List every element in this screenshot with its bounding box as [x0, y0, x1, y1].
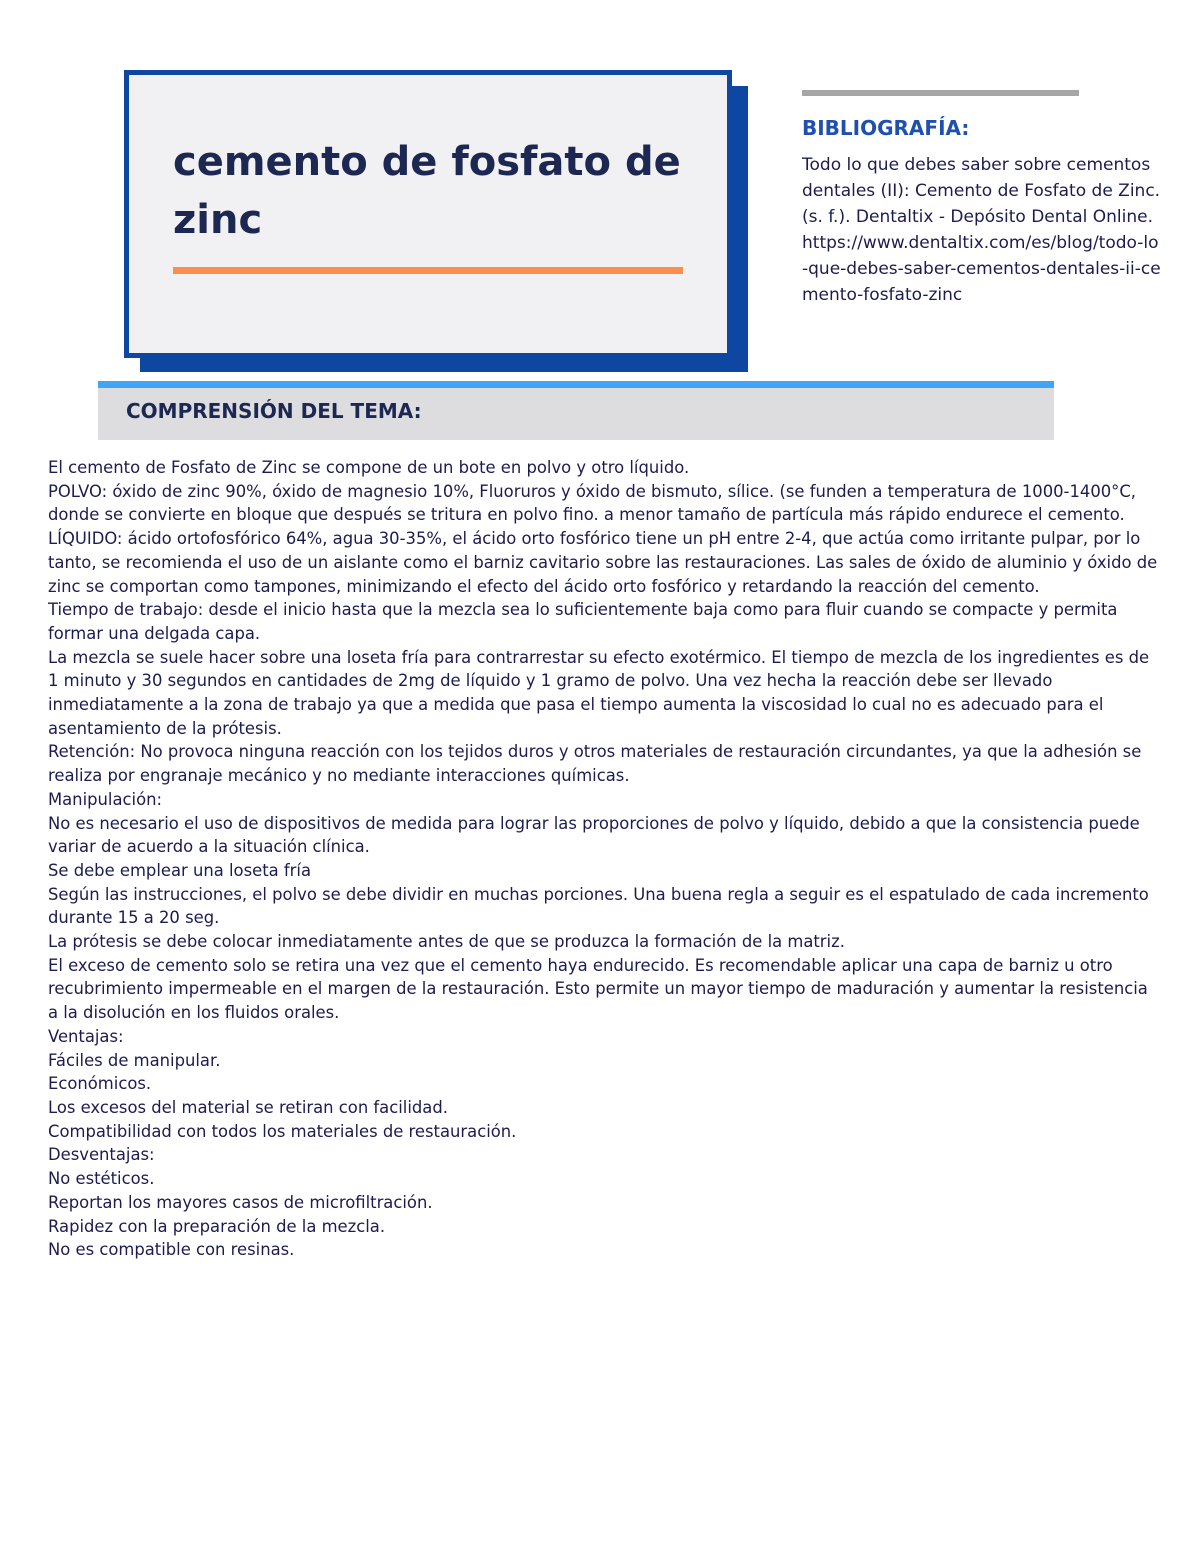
- body-paragraph: El exceso de cemento solo se retira una vez que el cemento haya endurecido. Es recomendable aplicar una capa de barniz u otro recubrimiento impermeable en el margen de la restauración. Esto permite un mayor tiempo de maduración y aumentar la resistencia a la disolución en los fluidos orales.: [48, 955, 1148, 1023]
- body-paragraph: Compatibilidad con todos los materiales de restauración.: [48, 1121, 517, 1141]
- body-paragraph: Los excesos del material se retiran con facilidad.: [48, 1097, 448, 1117]
- body-paragraph: Retención: No provoca ninguna reacción con los tejidos duros y otros materiales de restauración circundantes, ya que la adhesión se realiza por engranaje mecánico y no mediante interacciones químicas.: [48, 742, 1142, 786]
- section-title: COMPRENSIÓN DEL TEMA:: [126, 399, 422, 423]
- title-underline: [173, 267, 683, 274]
- body-paragraph: LÍQUIDO: ácido ortofosfórico 64%, agua 30-35%, el ácido orto fosfórico tiene un pH entre 2-4, que actúa como irritante pulpar, por lo tanto, se recomienda el uso de un aislante como el barniz cavitario sobre las restauraciones. Las sales de óxido de aluminio y óxido de zinc se comportan como tampones, minimizando el efecto del ácido orto fosfórico y retardando la reacción del cemento.: [48, 529, 1158, 596]
- body-paragraph: Según las instrucciones, el polvo se debe dividir en muchas porciones. Una buena regla a seguir es el espatulado de cada incremento durante 15 a 20 seg.: [48, 884, 1149, 928]
- body-paragraph: POLVO: óxido de zinc 90%, óxido de magnesio 10%, Fluoruros y óxido de bismuto, sílice. (se funden a temperatura de 1000-1400°C, donde se convierte en bloque que después se tritura en polvo fino. a menor tamaño de partícula más rápido endurece el cemento.: [48, 481, 1137, 525]
- body-paragraph: Manipulación:: [48, 789, 163, 809]
- body-paragraph: Tiempo de trabajo: desde el inicio hasta que la mezcla sea lo suficientemente baja como para fluir cuando se compacte y permita formar una delgada capa.: [48, 600, 1118, 643]
- bibliography-divider: [802, 90, 1079, 96]
- body-paragraph: Económicos.: [48, 1074, 152, 1094]
- bibliography-heading: BIBLIOGRAFÍA:: [802, 116, 970, 140]
- body-paragraph: No estéticos.: [48, 1169, 155, 1189]
- body-paragraph: Rapidez con la preparación de la mezcla.: [48, 1216, 386, 1236]
- title-card: [124, 70, 732, 358]
- body-paragraph: Se debe emplear una loseta fría: [48, 860, 311, 880]
- body-paragraph: El cemento de Fosfato de Zinc se compone de un bote en polvo y otro líquido.: [48, 458, 690, 477]
- body-paragraph: No es necesario el uso de dispositivos de medida para lograr las proporciones de polvo y líquido, debido a que la consistencia puede variar de acuerdo a la situación clínica.: [48, 813, 1140, 857]
- body-paragraph: No es compatible con resinas.: [48, 1240, 295, 1260]
- section-header: [98, 388, 1054, 440]
- body-paragraph: Reportan los mayores casos de microfiltración.: [48, 1192, 433, 1212]
- body-paragraph: La mezcla se suele hacer sobre una loseta fría para contrarrestar su efecto exotérmico. El tiempo de mezcla de los ingredientes es de 1 minuto y 30 segundos en cantidades de 2mg de líquido y 1 gramo de polvo. Una vez hecha la reacción debe ser llevado inmediatamente a la zona de trabajo ya que a medida que pasa el tiempo aumenta la viscosidad lo cual no es adecuado para el asentamiento de la prótesis.: [48, 647, 1150, 738]
- document-body: [48, 456, 1158, 1262]
- section-accent-line: [98, 381, 1054, 388]
- bibliography-reference: Todo lo que debes saber sobre cementos dentales (II): Cemento de Fosfato de Zinc. (s. f.). Dentaltix - Depósito Dental Online. https://www.dentaltix.com/es/blog/todo-lo-que-debes-saber-cementos-dentales-ii-cemento-fosfato-zinc: [802, 155, 1161, 305]
- body-paragraph: Desventajas:: [48, 1145, 155, 1165]
- body-paragraph: Ventajas:: [48, 1026, 124, 1046]
- document-title: cemento de fosfato de zinc: [173, 139, 681, 243]
- body-paragraph: La prótesis se debe colocar inmediatamente antes de que se produzca la formación de la matriz.: [48, 932, 845, 952]
- body-paragraph: Fáciles de manipular.: [48, 1050, 221, 1070]
